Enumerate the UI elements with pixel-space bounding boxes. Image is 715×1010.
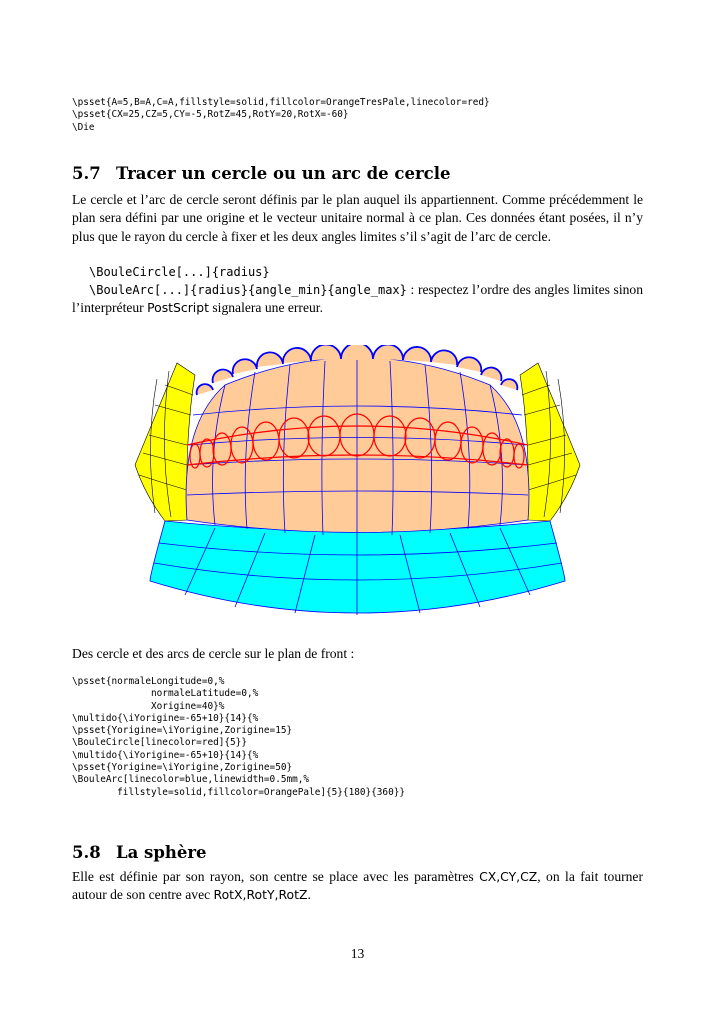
boulearc-note-a: : respectez l’ordre des angles limites sinon l’interpréteur bbox=[72, 282, 643, 316]
code-line: normaleLatitude=0,% bbox=[72, 688, 259, 700]
sphere-text-a: Elle est définie par son rayon, son centre se place avec les paramètres bbox=[72, 869, 480, 884]
command-bouleCircle: \BouleCircle[...]{radius} bbox=[89, 265, 270, 279]
code-line: \psset{CX=25,CZ=5,CY=-5,RotZ=45,RotY=20,RotX=-60} bbox=[72, 109, 349, 121]
figure-caption: Des cercle et des arcs de cercle sur le plan de front : bbox=[72, 646, 355, 661]
code-line: \psset{Yorigine=\iYorigine,Zorigine=15} bbox=[72, 725, 293, 737]
code-line: \Die bbox=[72, 121, 95, 133]
code-line: Xorigine=40}% bbox=[72, 700, 225, 712]
paragraph-boulearc bbox=[72, 281, 643, 318]
command-boulearc: \BouleArc[...]{radius}{angle_min}{angle_max} bbox=[89, 283, 407, 297]
sphere-text-b: , on la fait tourner autour de son centre avec bbox=[72, 869, 643, 903]
code-line: \BouleCircle[linecolor=red]{5}} bbox=[72, 737, 247, 749]
sphere-circles-figure bbox=[125, 345, 590, 625]
code-line: \multido{\iYorigine=-65+10}{14}{% bbox=[72, 749, 259, 761]
section-title: Tracer un cercle ou un arc de cercle bbox=[116, 164, 451, 183]
code-line: fillstyle=solid,fillcolor=OrangePale]{5}{180}{360}} bbox=[72, 786, 406, 798]
params-center: CX,CY,CZ bbox=[479, 869, 538, 884]
params-rotation: RotX,RotY,RotZ bbox=[213, 887, 308, 903]
code-line: \psset{A=5,B=A,C=A,fillstyle=solid,fillcolor=OrangeTresPale,linecolor=red} bbox=[72, 97, 490, 108]
code-line: \psset{Yorigine=\iYorigine,Zorigine=50} bbox=[72, 762, 293, 774]
section-title: La sphère bbox=[116, 843, 207, 862]
postscript-term: PostScript bbox=[147, 300, 209, 316]
front-plane bbox=[186, 358, 529, 537]
section-heading-5-7 bbox=[72, 164, 450, 183]
code-line: \BouleArc[linecolor=blue,linewidth=0.5mm,% bbox=[72, 774, 310, 786]
sphere-text-c: . bbox=[307, 887, 311, 903]
code-block-top bbox=[72, 97, 490, 134]
paragraph-intro: Le cercle et l’arc de cercle seront définis par le plan auquel ils appartiennent. Comme précédemment le plan sera défini par une origine et le vecteur unitaire normal à ce plan. Ces données étant posées, il n’y plus que le rayon du cercle à fixer et les deux angles limites s’il s’agit de l’arc de cercle. bbox=[72, 192, 643, 244]
code-block-mid bbox=[72, 676, 405, 799]
page-number: 13 bbox=[350, 946, 365, 961]
code-line: \multido{\iYorigine=-65+10}{14}{% bbox=[72, 712, 259, 724]
boulearc-note-b: signalera une erreur. bbox=[208, 300, 323, 316]
paragraph-sphere bbox=[72, 868, 643, 905]
section-heading-5-8 bbox=[72, 843, 207, 862]
floor bbox=[150, 521, 565, 615]
code-line: \psset{normaleLongitude=0,% bbox=[72, 676, 225, 687]
section-number: 5.8 bbox=[72, 843, 101, 862]
command-line-circle bbox=[72, 263, 643, 281]
section-number: 5.7 bbox=[72, 164, 101, 183]
